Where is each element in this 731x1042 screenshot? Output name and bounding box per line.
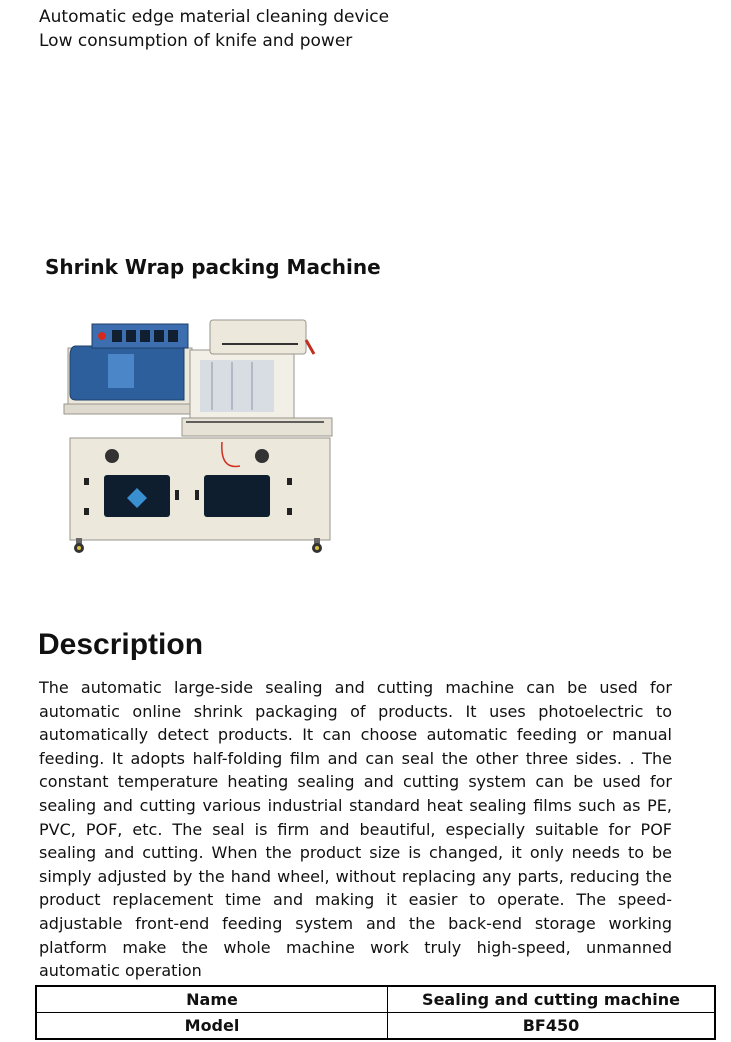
table-row bbox=[36, 986, 715, 1013]
description-text: The automatic large-side sealing and cutting machine can be used for automatic online shrink packaging of products. It uses photoelectric to automatically detect products. It can choose automatic feeding or manual feeding. It adopts half-folding film and can seal the other three sides. . The constant temperature heating sealing and cutting system can be used for sealing and cutting various industrial standard heat sealing films such as PE, PVC, POF, etc. The seal is firm and beautiful, especially suitable for POF sealing and cutting. When the product size is changed, it only needs to be simply adjusted by the hand wheel, without replacing any parts, reducing the product replacement time and making it easier to operate. The speed-adjustable front-end feeding system and the back-end storage working platform make the whole machine work truly high-speed, unmanned automatic operation bbox=[39, 678, 672, 981]
table-row bbox=[36, 1013, 715, 1040]
description-heading: Description bbox=[38, 628, 204, 661]
spec-table bbox=[35, 985, 716, 1040]
spec-label-model: Model bbox=[36, 1013, 388, 1040]
film-roll-housing bbox=[210, 320, 306, 354]
product-title: Shrink Wrap packing Machine bbox=[45, 255, 381, 279]
feature-line-2: Low consumption of knife and power bbox=[39, 31, 353, 51]
right-door-window bbox=[204, 475, 270, 517]
spec-label-name: Name bbox=[36, 986, 388, 1013]
shrink-wrap-machine-image bbox=[62, 310, 337, 560]
spec-value-model: BF450 bbox=[388, 1013, 716, 1040]
right-hand-wheel-icon bbox=[255, 449, 269, 463]
feature-line-1: Automatic edge material cleaning device bbox=[39, 7, 390, 27]
left-hand-wheel-icon bbox=[105, 449, 119, 463]
spec-value-name: Sealing and cutting machine bbox=[388, 986, 716, 1013]
